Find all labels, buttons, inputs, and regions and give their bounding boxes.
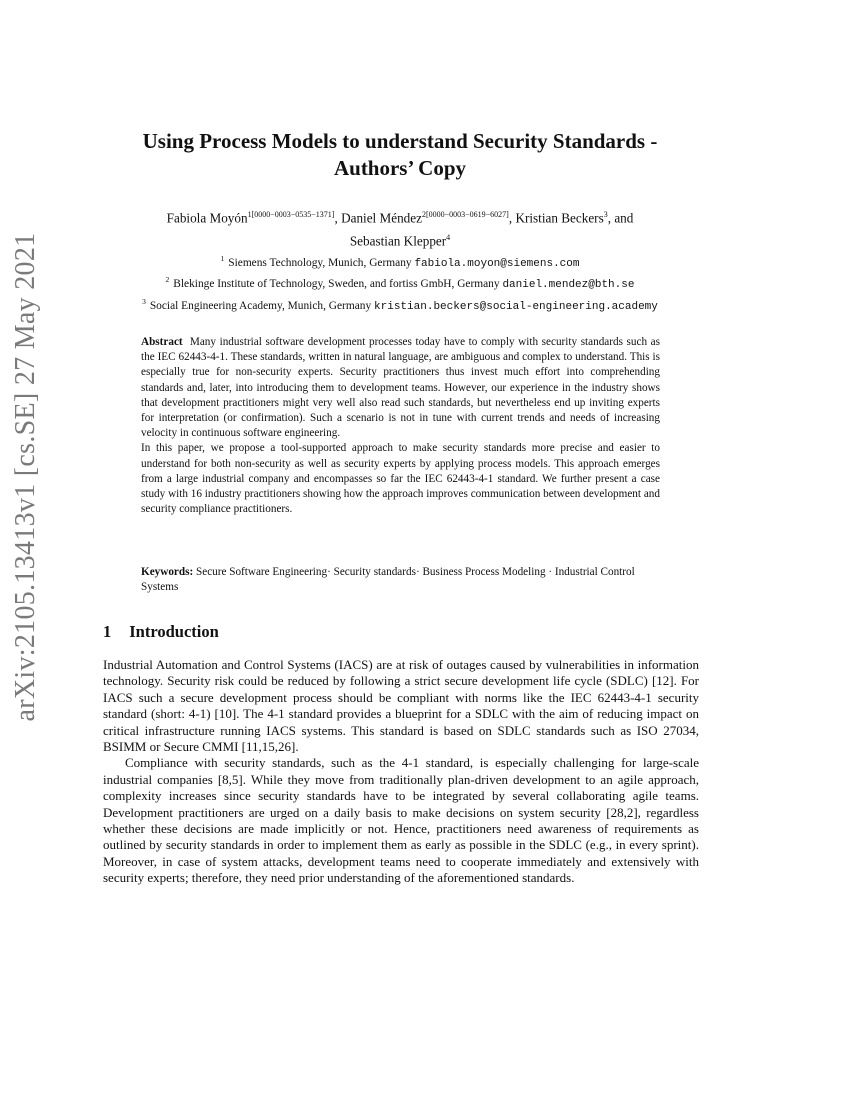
author-superscript: 4: [446, 233, 451, 243]
arxiv-identifier: arXiv:2105.13413v1 [cs.SE] 27 May 2021: [10, 232, 41, 722]
author-superscript: 1[0000−0003−0535−1371]: [247, 210, 335, 219]
author-name: Daniel Méndez: [341, 210, 422, 226]
affiliation-list: [95, 251, 705, 315]
abstract-paragraph-2: In this paper, we propose a tool-supported approach to make security standards more precise and easier to understand for both non-security as well as security experts by applying process models. This approach emerges from a large industrial company and encompasses so far the IEC 62443-4-1 standard. We further present a case study with 16 industry practitioners showing how the approach improves communication between development and security compliance practitioners.: [141, 442, 660, 516]
author-superscript: 2[0000−0003−0619−6027]: [421, 210, 509, 219]
author-name: Kristian Beckers: [515, 210, 604, 226]
section-title: Introduction: [129, 622, 219, 641]
author-separator: ,: [508, 210, 516, 226]
author-name: Fabiola Moyón: [166, 210, 248, 226]
affiliation-email: fabiola.moyon@siemens.com: [414, 257, 580, 270]
section-number: 1: [103, 622, 112, 641]
title-line-1: Using Process Models to understand Security Standards -: [142, 129, 658, 153]
affiliation-text: Blekinge Institute of Technology, Sweden, and fortiss GmbH, Germany: [173, 278, 500, 291]
affiliation-email: daniel.mendez@bth.se: [502, 279, 635, 292]
keywords-label: Keywords:: [141, 566, 194, 578]
author-name: Sebastian Klepper: [349, 233, 447, 249]
author-list: [100, 205, 700, 252]
affiliation: [95, 251, 705, 272]
section-heading: [103, 622, 219, 642]
affiliation-number: 3: [142, 296, 146, 306]
affiliation-number: 2: [165, 275, 170, 285]
affiliation-number: 1: [220, 254, 225, 263]
title-line-2: Authors’ Copy: [333, 156, 467, 180]
body-paragraph-2: Compliance with security standards, such as the 4-1 standard, is especially challenging for large-scale industrial companies [8,5]. While they move from traditionally plan-driven development to an agile approach, complexity increases since security standards have to be integrated by several collaborating agile teams. Development practitioners are urged on a daily basis to make decisions on system security [28,2], regardless whether these decisions are made implicitly or not. Hence, practitioners need awareness of requirements as outlined by security standards in order to implement them as early as possible in the SDLC (e.g., in every sprint). Moreover, in case of system attacks, development teams need to cooperate immediately and extensively with security experts; therefore, they need prior understanding of the aforementioned standards.: [103, 755, 699, 886]
affiliation: [95, 272, 705, 293]
abstract: [141, 335, 660, 517]
author-superscript: 3: [603, 210, 608, 219]
section-body: [103, 657, 699, 887]
paper-title: [100, 128, 700, 182]
abstract-text-1: Many industrial software development processes today have to comply with security standards such as the IEC 62443-4-1. These standards, written in natural language, are ambiguous and complex to understand. This is especially true for non-security experts. Security practitioners thus invest much effort into comprehending standards and, later, into introducing them to development teams. However, our experience in the industry shows that development practitioners might very well also read such standards, but nevertheless end up inviting experts for interpretation (or confirmation). Such a scenario is not in tune with current trends and needs of increasing velocity in continuous software engineering.: [141, 336, 660, 440]
keywords-text: Secure Software Engineering· Security standards· Business Process Modeling · Industrial Control Systems: [141, 566, 635, 594]
abstract-label: Abstract: [141, 336, 183, 348]
affiliation-text: Siemens Technology, Munich, Germany: [228, 256, 412, 269]
body-paragraph-1: Industrial Automation and Control Systems (IACS) are at risk of outages caused by vulnerabilities in information technology. Security risk could be reduced by following a strict secure development life cycle (SDLC) [12]. For IACS such a secure development process should be compliant with norms like the IEC 62443-4-1 security standard (short: 4-1) [10]. The 4-1 standard provides a blueprint for a SDLC with the aim of reducing impact on critical infrastructure running IACS systems. This standard is based on SDLC standards such as ISO 27034, BSIMM or Secure CMMI [11,15,26].: [103, 657, 699, 755]
keywords: [141, 565, 660, 595]
abstract-paragraph: [141, 335, 660, 441]
author-separator: ,: [334, 210, 342, 226]
affiliation: [95, 294, 705, 315]
author-separator: , and: [607, 210, 634, 226]
affiliation-text: Social Engineering Academy, Munich, Germany: [149, 299, 372, 312]
affiliation-email: kristian.beckers@social-engineering.academy: [374, 300, 658, 313]
arxiv-sidebar: [6, 232, 46, 722]
